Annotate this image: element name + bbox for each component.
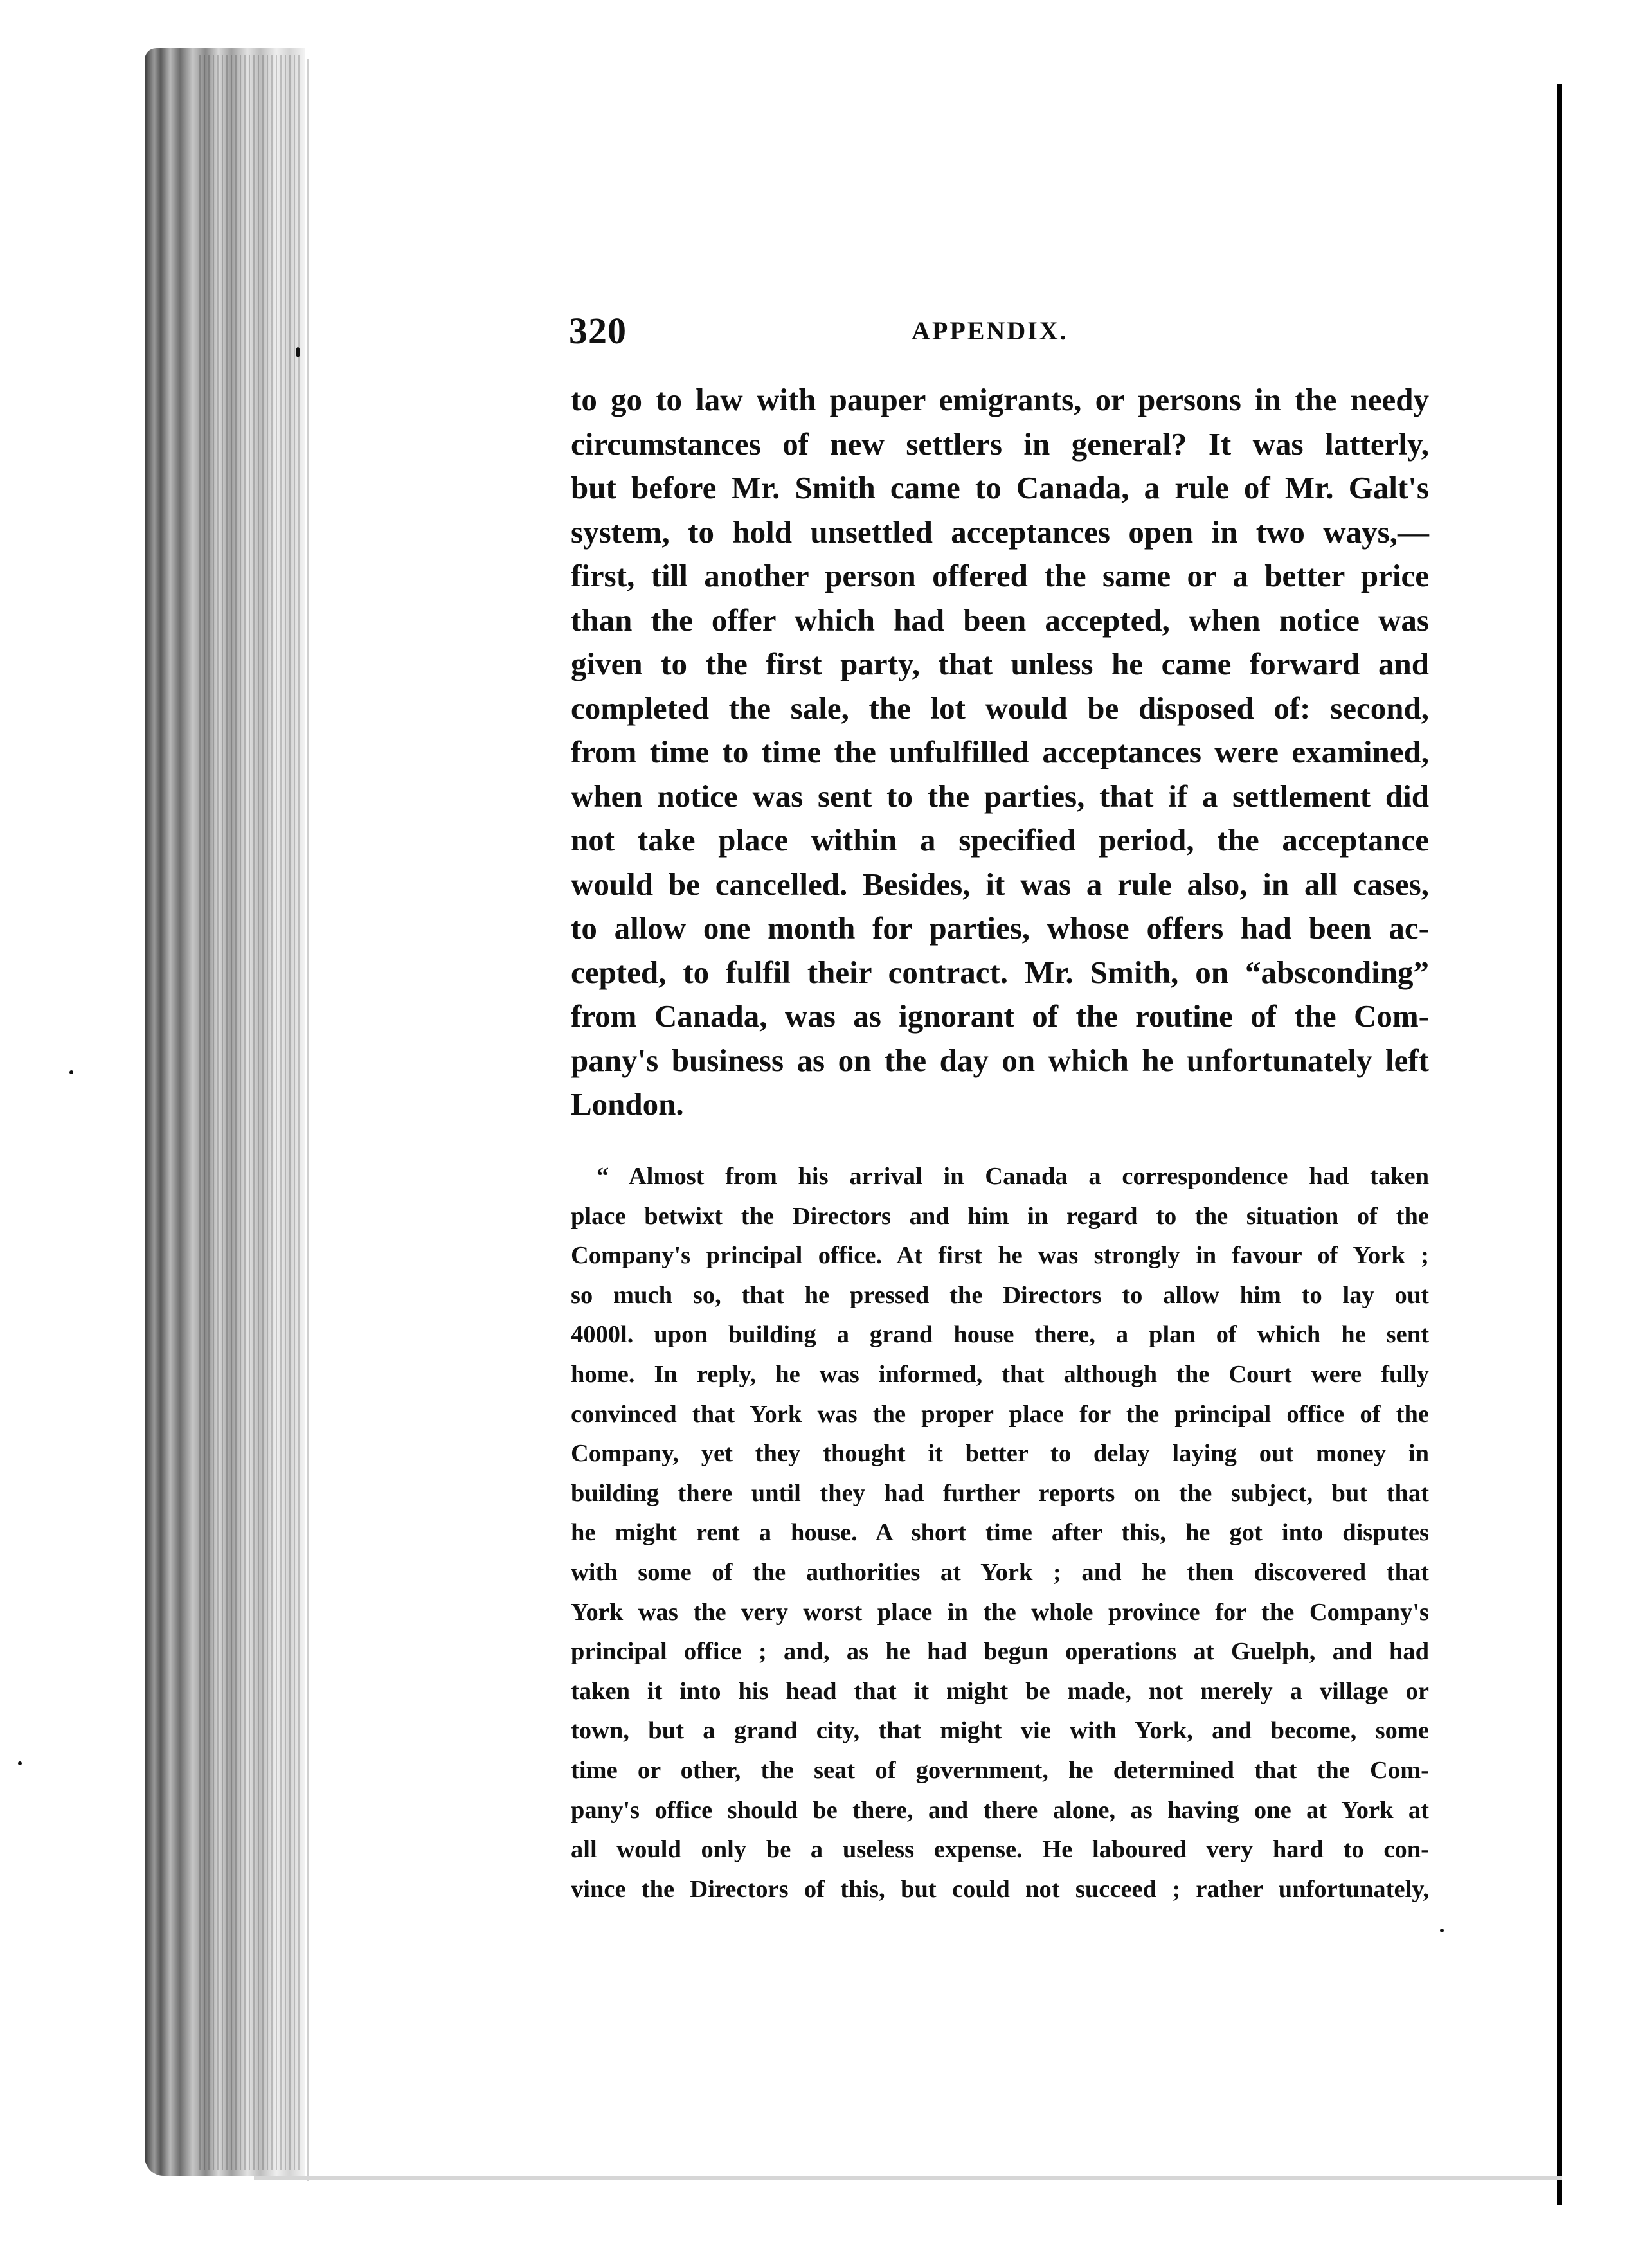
quote-line: Company's principal office. At first he was strongly in favour of York ; xyxy=(571,1242,1429,1270)
body-line: London. xyxy=(571,1086,684,1122)
body-line: from Canada, was as ignorant of the routine of the Com- xyxy=(571,998,1429,1034)
quote-line: principal office ; and, as he had begun operations at Guelph, and had xyxy=(571,1638,1429,1666)
body-line: not take place within a specified period, the acceptance xyxy=(571,822,1429,858)
scan-speck xyxy=(18,1761,22,1765)
quote-line: taken it into his head that it might be made, not merely a village or xyxy=(571,1677,1429,1705)
bottom-page-edge xyxy=(254,2176,1562,2180)
body-line: system, to hold unsettled acceptances open in two ways,— xyxy=(571,514,1429,550)
quote-line: time or other, the seat of government, he determined that the Com- xyxy=(571,1756,1429,1784)
running-title: APPENDIX. xyxy=(912,316,1068,345)
right-margin xyxy=(1562,77,1629,2218)
quote-line: he might rent a house. A short time after this, he got into disputes xyxy=(571,1519,1429,1547)
quoted-passage xyxy=(571,1157,1429,1909)
body-line: to go to law with pauper emigrants, or persons in the needy xyxy=(571,382,1429,417)
right-page-edge xyxy=(1557,84,1562,2205)
body-line: first, till another person offered the same or a better price xyxy=(571,558,1429,593)
quote-line: 4000l. upon building a grand house there, a plan of which he sent xyxy=(571,1321,1429,1349)
quote-line: York was the very worst place in the whole province for the Company's xyxy=(571,1598,1429,1626)
quote-line: place betwixt the Directors and him in regard to the situation of the xyxy=(571,1202,1429,1230)
scan-speck xyxy=(296,347,300,357)
body-line: circumstances of new settlers in general? It was latterly, xyxy=(571,426,1429,462)
quote-line: all would only be a useless expense. He laboured very hard to con- xyxy=(571,1836,1429,1864)
body-line: than the offer which had been accepted, when notice was xyxy=(571,602,1429,638)
body-line: when notice was sent to the parties, that if a settlement did xyxy=(571,778,1429,814)
body-line: pany's business as on the day on which he unfortunately left xyxy=(571,1042,1429,1078)
body-line: completed the sale, the lot would be disposed of: second, xyxy=(571,690,1429,726)
quote-line: pany's office should be there, and there alone, as having one at York at xyxy=(571,1796,1429,1824)
body-line: from time to time the unfulfilled acceptances were examined, xyxy=(571,734,1429,770)
quote-line: building there until they had further reports on the subject, but that xyxy=(571,1479,1429,1507)
quote-line: convinced that York was the proper place for the principal office of the xyxy=(571,1400,1429,1428)
quote-line: vince the Directors of this, but could not succeed ; rather unfortunately, xyxy=(571,1875,1429,1903)
body-line: to allow one month for parties, whose offers had been ac- xyxy=(571,910,1429,946)
quote-line: Company, yet they thought it better to delay laying out money in xyxy=(571,1440,1429,1468)
quote-line: home. In reply, he was informed, that although the Court were fully xyxy=(571,1360,1429,1388)
quote-line: so much so, that he pressed the Directors to allow him to lay out xyxy=(571,1281,1429,1309)
body-paragraph xyxy=(571,378,1429,1127)
body-line: given to the first party, that unless he came forward and xyxy=(571,646,1429,681)
scan-speck xyxy=(1440,1929,1444,1932)
body-line: would be cancelled. Besides, it was a rule also, in all cases, xyxy=(571,866,1429,902)
page-number: 320 xyxy=(569,310,627,352)
body-line: cepted, to fulfil their contract. Mr. Smith, on “absconding” xyxy=(571,954,1429,990)
body-line: but before Mr. Smith came to Canada, a rule of Mr. Galt's xyxy=(571,470,1429,505)
quote-line: “ Almost from his arrival in Canada a correspondence had taken xyxy=(597,1163,1429,1190)
quote-line: town, but a grand city, that might vie with York, and become, some xyxy=(571,1717,1429,1745)
page-stack-edges xyxy=(199,55,302,2170)
scan-speck xyxy=(69,1070,73,1074)
quote-line: with some of the authorities at York ; and he then discovered that xyxy=(571,1558,1429,1586)
running-head xyxy=(569,296,1430,366)
